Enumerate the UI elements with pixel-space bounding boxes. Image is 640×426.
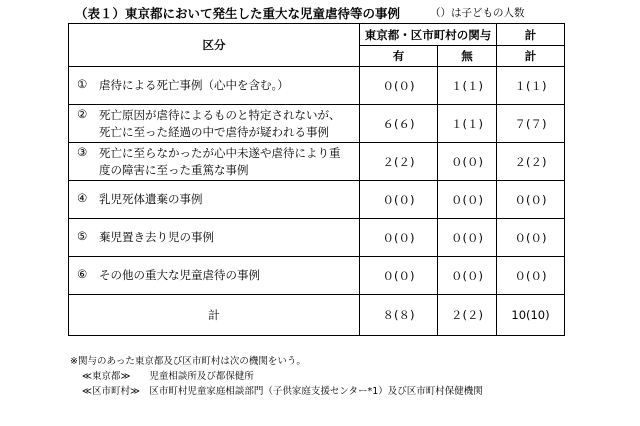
cell-yes: ０(０) [360,181,438,219]
cell-no: １(１) [438,67,497,105]
footnote-3: ≪区市町村≫ 区市町村児童家庭相談部門（子供家庭支援センター*1）及び区市町村保健機関 [82,386,483,397]
row-category [69,105,360,143]
table-row [69,143,565,181]
total-yes: ８(８) [360,295,438,336]
footnote-1: ※関与のあった東京都及び区市町村は次の機関をいう。 [70,356,306,367]
cell-yes: ２(２) [360,143,438,181]
row-number: ④ [77,191,88,205]
table-title: （表１）東京都において発生した重大な児童虐待等の事例 [75,6,401,21]
total-no: ２(２) [438,295,497,336]
cell-total: １(１) [497,67,565,105]
cell-total: ０(０) [497,257,565,295]
row-label: 棄児置き去り児の事例 [99,230,214,244]
abuse-cases-table [68,23,565,336]
cell-yes: ０(０) [360,67,438,105]
row-number: ② [77,106,88,121]
cell-no: １(１) [438,105,497,143]
cell-no: ０(０) [438,181,497,219]
table-row [69,67,565,105]
table-row [69,181,565,219]
cell-no: ０(０) [438,219,497,257]
row-category [69,143,360,181]
cell-no: ０(０) [438,143,497,181]
table-row [69,105,565,143]
row-category [69,219,360,257]
header-no: 無 [438,46,497,67]
header-total: 計 [497,24,565,46]
cell-total: ２(２) [497,143,565,181]
row-label: 乳児死体遺棄の事例 [99,192,203,206]
row-label: 虐待による死亡事例（心中を含む。） [99,78,289,92]
header-category: 区分 [69,24,360,67]
table-row [69,257,565,295]
row-label: 死亡原因が虐待によるものと特定されないが、死亡に至った経過の中で虐待が疑われる事例 [99,107,341,139]
row-label: その他の重大な児童虐待の事例 [99,268,260,282]
total-label: 計 [69,295,360,336]
title-row [75,4,535,22]
cell-no: ０(０) [438,257,497,295]
row-number: ⑤ [77,229,88,243]
row-number: ⑥ [77,267,88,281]
cell-yes: ０(０) [360,257,438,295]
table-note: （）は子どもの人数 [430,7,525,19]
row-number: ① [77,77,88,91]
row-category [69,257,360,295]
cell-total: ７(７) [497,105,565,143]
cell-yes: ６(６) [360,105,438,143]
header-involvement: 東京都・区市町村の関与 [360,24,497,46]
row-category [69,67,360,105]
cell-yes: ０(０) [360,219,438,257]
total-row [69,295,565,336]
header-yes: 有 [360,46,438,67]
header-row-1 [69,24,565,46]
row-label: 死亡に至らなかったが心中未遂や虐待により重度の障害に至った重篤な事例 [99,145,341,177]
row-category [69,181,360,219]
cell-total: ０(０) [497,219,565,257]
row-number: ③ [77,144,88,159]
header-total-sub: 計 [497,46,565,67]
cell-total: ０(０) [497,181,565,219]
total-total: 10(10) [497,295,565,336]
table-row [69,219,565,257]
footnote-2: ≪東京都≫ 児童相談所及び都保健所 [82,371,254,382]
